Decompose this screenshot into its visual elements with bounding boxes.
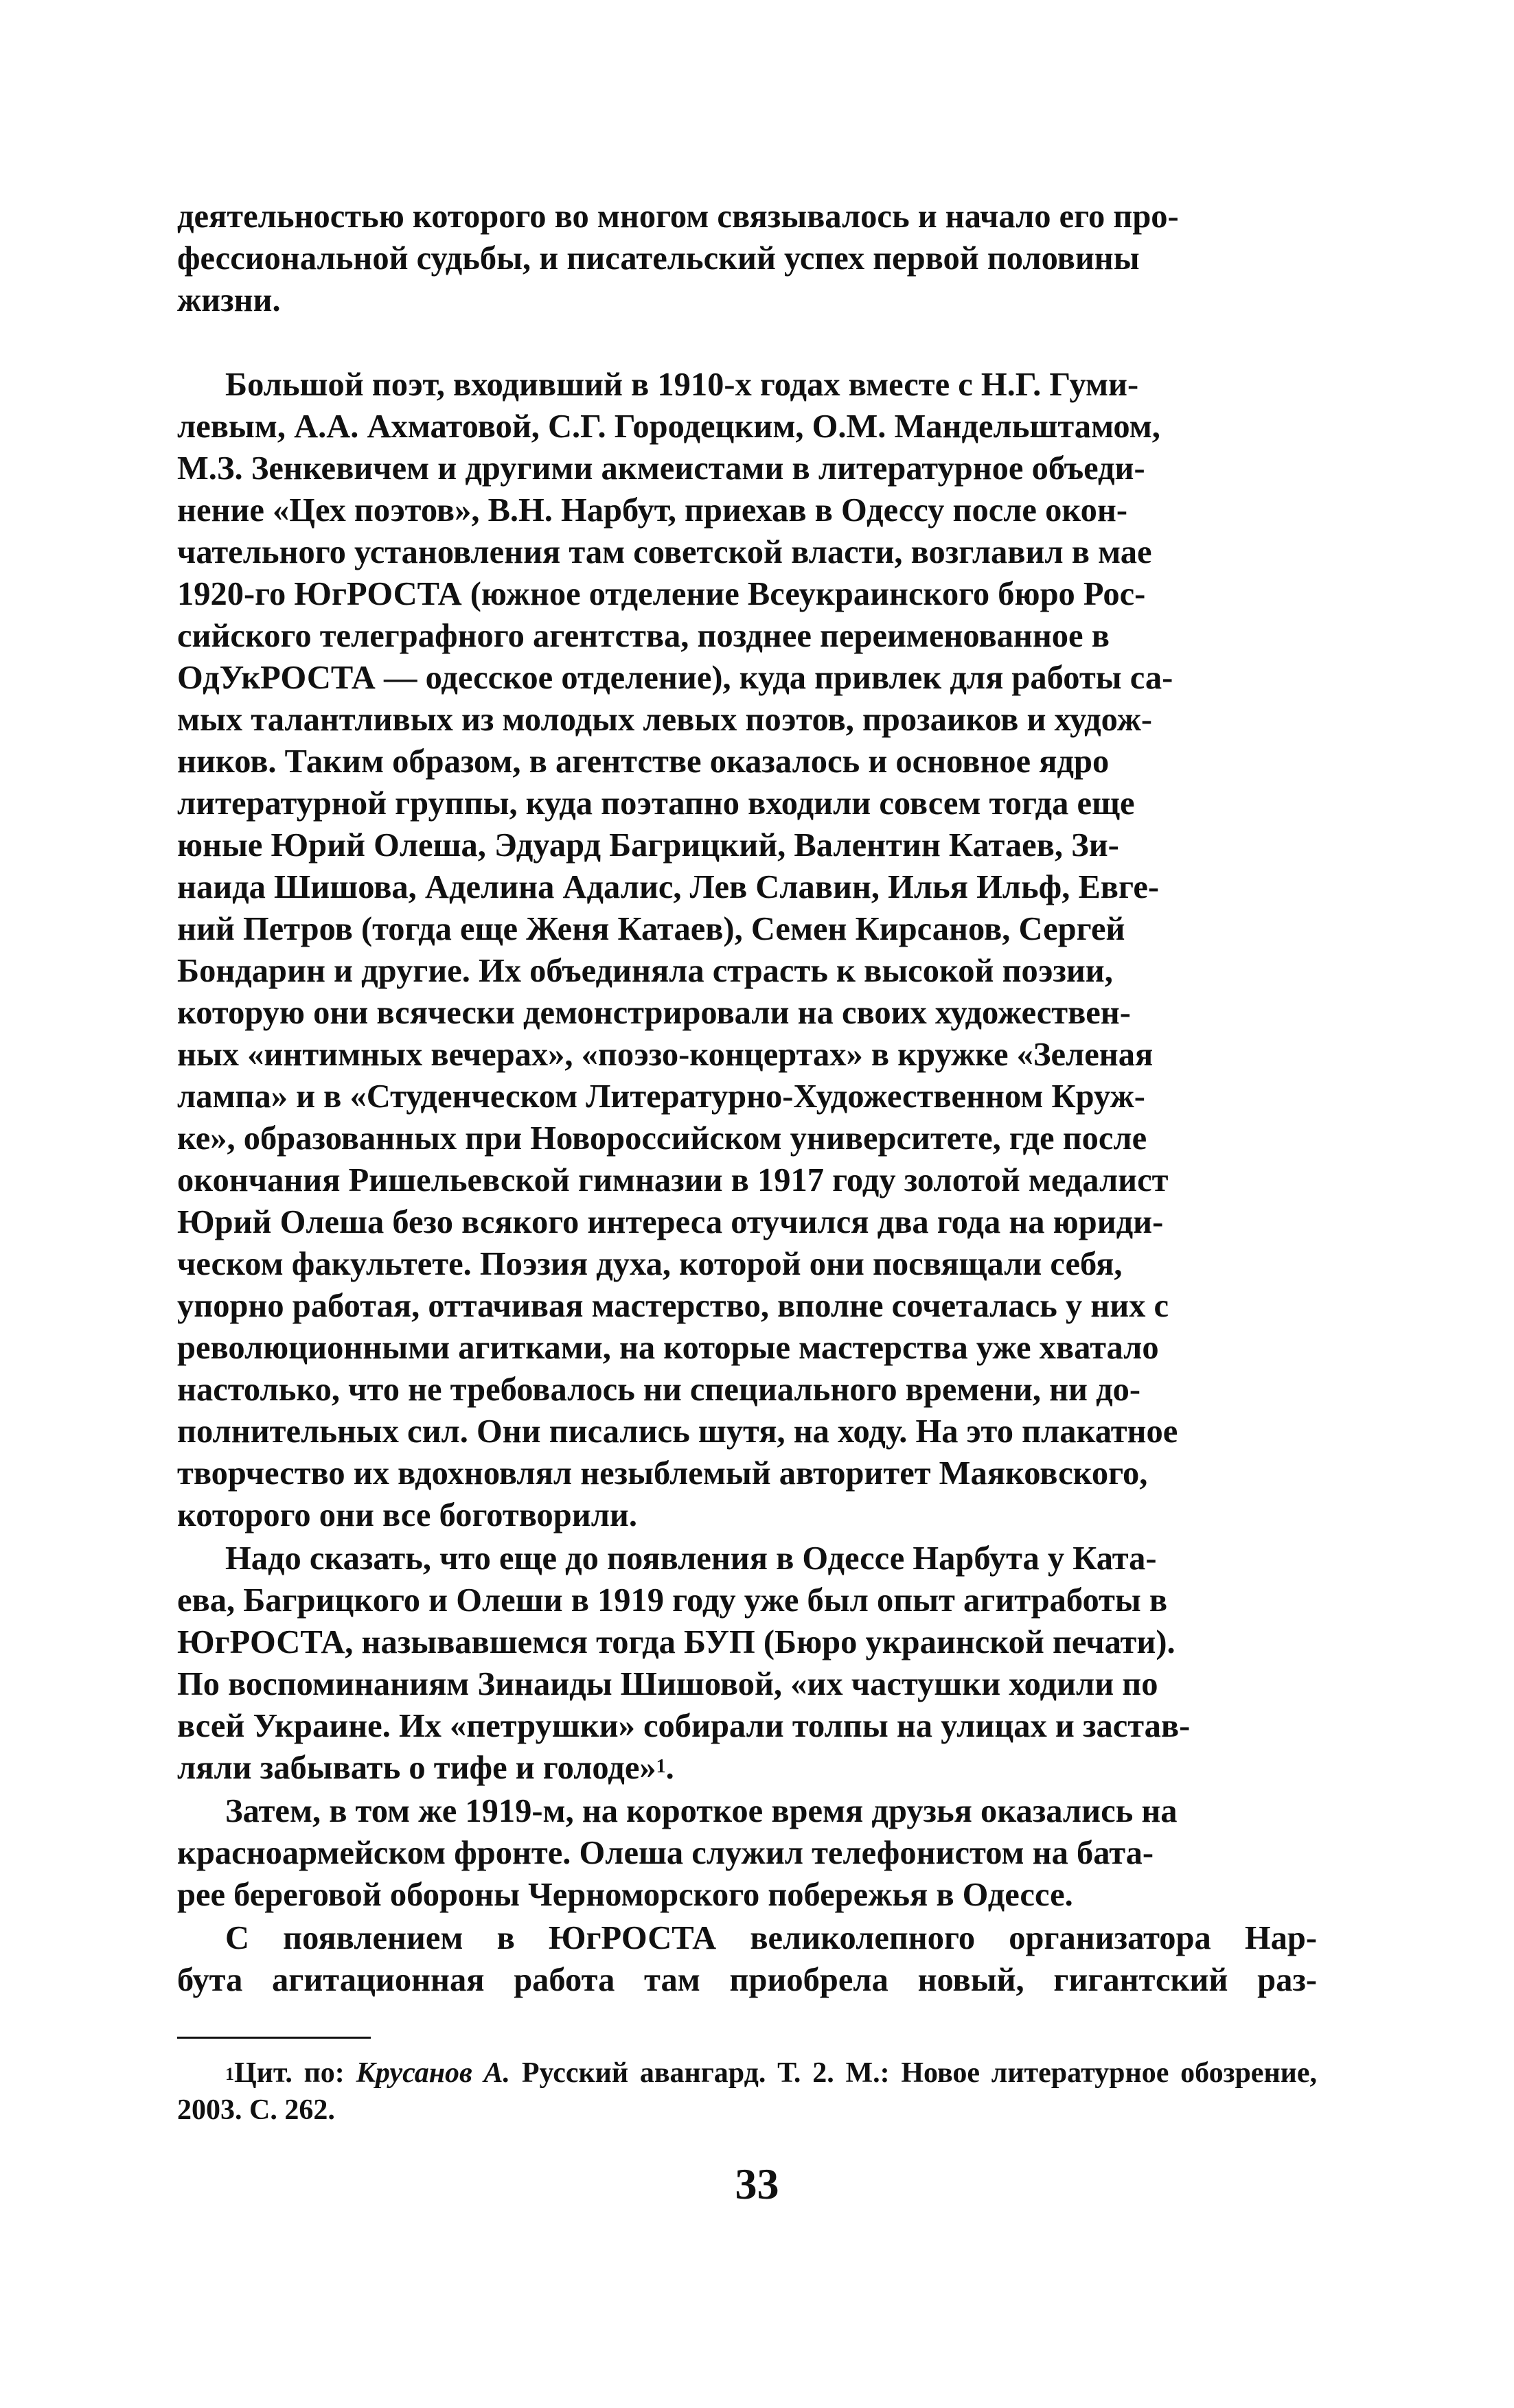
paragraph-5: С появлением в ЮгРОСТА великолепного организатора Нар- бута агитационная работа там приобрела новый, гигантский раз- — [177, 1920, 1317, 1998]
footnote-mark: 1 — [225, 2064, 234, 2084]
footnote — [177, 2054, 1317, 2129]
paragraph-3-tail: . — [665, 1750, 674, 1786]
footnote-author: Крусанов А. — [356, 2057, 511, 2089]
page-number: 33 — [735, 2160, 779, 2208]
footnote-divider — [177, 2037, 371, 2039]
paragraph-1: деятельностью которого во многом связывалось и начало его про- фессиональной судьбы, и писательский успех первой половины жизни. — [177, 198, 1179, 319]
footnote-reference: 1 — [656, 1756, 666, 1777]
paragraph-3-text: Надо сказать, что еще до появления в Одессе Нарбута у Ката- ева, Багрицкого и Олеши в 1919 году уже был опыт агитработы в ЮгРОСТА, называвшемся тогда БУП (Бюро украинской печати). По воспоминаниям Зинаиды Шишовой, «их частушки ходили по всей Украине. Их «петрушки» собирали толпы на улицах и застав- ляли забывать о тифе и голоде» — [177, 1540, 1191, 1786]
paragraph-2: Большой поэт, входивший в 1910-х годах вместе с Н.Г. Гуми- левым, А.А. Ахматовой, С.Г. Городецким, О.М. Мандельштамом, М.З. Зенкевичем и другими акмеистами в литературное объеди- нение «Цех поэтов», В.Н. Нарбут, приехав в Одессу после окон- чательного установления там советской власти, возглавил в мае 1920-го ЮгРОСТА (южное отделение Всеукраинского бюро Рос- сийского телеграфного агентства, позднее переименованное в ОдУкРОСТА — одесское отделение), куда привлек для работы са- мых талантливых из молодых левых поэтов, прозаиков и худож- ников. Таким образом, в агентстве оказалось и основное ядро литературной группы, куда поэтапно входили совсем тогда еще юные Юрий Олеша, Эдуард Багрицкий, Валентин Катаев, Зи- наида Шишова, Аделина Адалис, Лев Славин, Илья Ильф, Евге- ний Петров (тогда еще Женя Катаев), Семен Кирсанов, Сергей Бондарин и другие. Их объединяла страсть к высокой поэзии, которую они всячески демонстрировали на своих художествен- ных «интимных вечерах», «поэзо-концертах» в кружке «Зеленая лампа» и в «Студенческом Литературно-Художественном Круж- ке», образованных при Новороссийском университете, где после окончания Ришельевской гимназии в 1917 году золотой медалист Юрий Олеша безо всякого интереса отучился два года на юриди- ческом факультете. Поэзия духа, которой они посвящали себя, упорно работая, оттачивая мастерство, вполне сочеталась у них с революционными агитками, на которые мастерства уже хватало настолько, что не требовалось ни специального времени, ни до- полнительных сил. Они писались шутя, на ходу. На это плакатное творчество их вдохновлял незыблемый авторитет Маяковского, которого они все боготворили. — [177, 367, 1178, 1533]
footnote-prefix: Цит. по: — [234, 2057, 356, 2089]
paragraph-4: Затем, в том же 1919-м, на короткое время друзья оказались на красноармейском фронте. Олеша служил телефонистом на бата- рее береговой обороны Черноморского побережья в Одессе. — [177, 1793, 1178, 1913]
footnote-text: Русский авангард. Т. 2. М.: Новое литературное обозрение, 2003. С. 262. — [177, 2057, 1317, 2126]
paragraph-3 — [177, 1538, 1317, 1789]
